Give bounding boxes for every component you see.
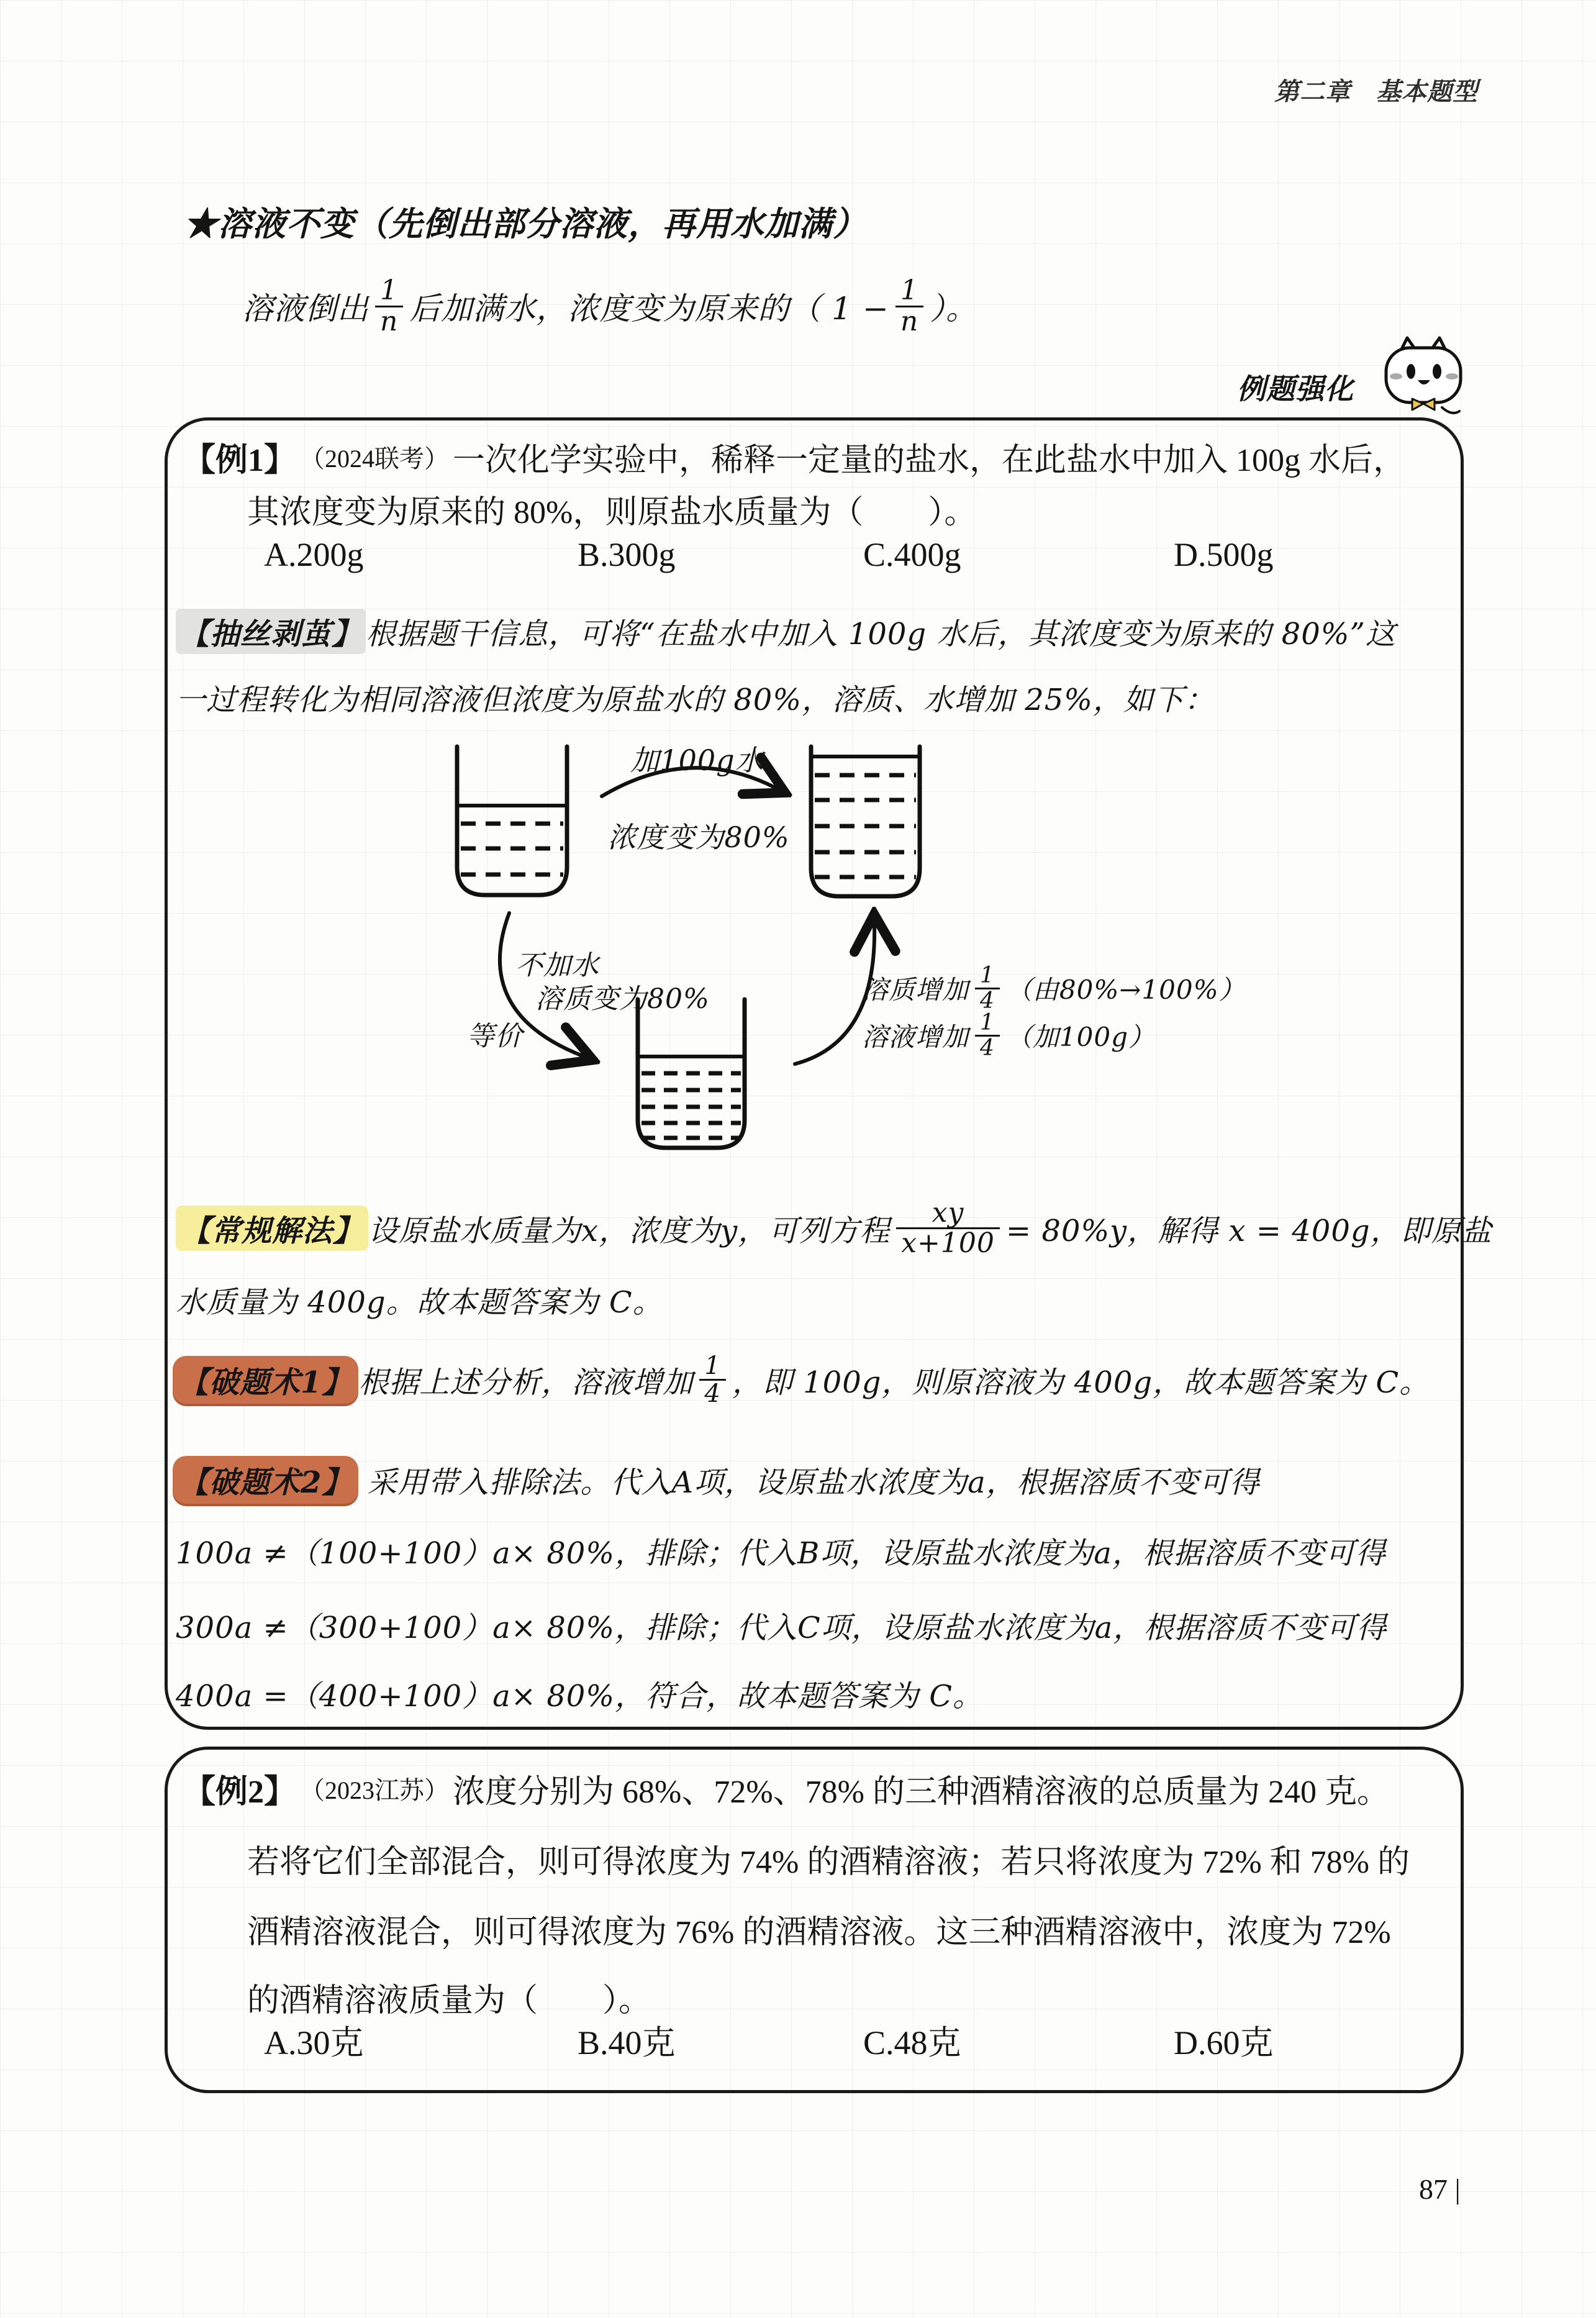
fraction-1-over-4-2: $\frac{1}{4}$ <box>975 1011 1000 1060</box>
trick1-line <box>173 1353 1430 1407</box>
standard-solution-after-eq: = 80%y，解得 x = 400g，即原盐 <box>1005 1214 1492 1249</box>
option-c: C.48克 <box>863 2024 961 2061</box>
equation-fraction: $\frac{xy}{x+100}$ <box>896 1199 1000 1258</box>
standard-solution-line2: 水质量为 400g。故本题答案为 C。 <box>176 1285 663 1320</box>
example1-title-line <box>183 434 1405 480</box>
beaker-original <box>457 747 567 895</box>
fraction-1-over-n: $\frac{1}{n}$ <box>375 276 403 335</box>
section-label: 例题强化 <box>1237 372 1354 406</box>
trick2-line2: 100a ≠（100+100）a× 80%，排除；代入B项，设原盐水浓度为a，根据溶质不变可得 <box>176 1536 1386 1571</box>
rule-prefix: 溶液倒出 <box>242 291 369 327</box>
diagram-label-conc-80: 浓度变为80% <box>607 820 790 854</box>
example1-source: （2024联考） <box>300 445 450 473</box>
example2-line3: 酒精溶液混合，则可得浓度为 76% 的酒精溶液。这三种酒精溶液中，浓度为 72% <box>247 1915 1391 1950</box>
beaker-equivalent <box>638 999 745 1148</box>
diagram-label-solute-increase <box>862 964 1246 1013</box>
solution-increase-note: （加100g） <box>1005 1022 1155 1053</box>
page-number: 87 | <box>1419 2173 1461 2205</box>
diagram-label-no-water: 不加水 <box>515 950 599 981</box>
rule-suffix: ）。 <box>930 291 978 327</box>
trick2-line3: 300a ≠（300+100）a× 80%，排除；代入C项，设原盐水浓度为a，根据溶质不变可得 <box>176 1611 1387 1645</box>
fraction-1-over-4: $\frac{1}{4}$ <box>975 964 1000 1013</box>
fraction-1-over-4-trick: $\frac{1}{4}$ <box>699 1353 725 1407</box>
trick2-line1 <box>173 1456 1260 1504</box>
example2-line1: 浓度分别为 68%、72%、78% 的三种酒精溶液的总质量为 240 克。 <box>453 1775 1389 1810</box>
diagram-label-add-water: 加100g水 <box>630 743 764 777</box>
diagram-label-solute-80: 溶质变为80% <box>535 983 710 1015</box>
solution-increase-text: 溶液增加 <box>862 1022 969 1053</box>
option-a: A.200g <box>264 536 364 573</box>
analysis-line1 <box>176 609 1396 654</box>
diagram-label-solution-increase <box>862 1011 1155 1060</box>
solute-increase-note: （由80%→100%） <box>1005 975 1246 1006</box>
example2-line2: 若将它们全部混合，则可得浓度为 74% 的酒精溶液；若只将浓度为 72% 和 78% 的 <box>247 1845 1410 1880</box>
example2-line4: 的酒精溶液质量为（ ）。 <box>247 1983 651 2019</box>
option-b: B.300g <box>578 536 676 573</box>
analysis-tag: 【抽丝剥茧】 <box>176 609 366 654</box>
example2-title-line <box>183 1765 1389 1812</box>
example1-tag: 【例1】 <box>183 443 297 478</box>
trick1-before: 根据上述分析，溶液增加 <box>358 1365 694 1400</box>
beaker-diluted <box>811 747 920 896</box>
beaker-diagram <box>373 733 1341 1180</box>
option-d: D.60克 <box>1174 2024 1274 2061</box>
example2-tag: 【例2】 <box>183 1775 297 1810</box>
standard-solution-tag: 【常规解法】 <box>176 1206 368 1251</box>
rule-mid: 后加满水，浓度变为原来的（ 1 − <box>409 291 889 327</box>
trick2-line4: 400a =（400+100）a× 80%，符合，故本题答案为 C。 <box>176 1679 983 1714</box>
solute-increase-text: 溶质增加 <box>862 975 969 1006</box>
option-a: A.30克 <box>264 2024 364 2061</box>
fraction-1-over-n-2: $\frac{1}{n}$ <box>895 276 923 335</box>
standard-solution-line1 <box>176 1199 1492 1258</box>
example1-line2: 其浓度变为原来的 80%，则原盐水质量为（ ）。 <box>247 495 977 530</box>
option-c: C.400g <box>863 536 961 573</box>
rule-line <box>242 253 977 359</box>
analysis-line2: 一过程转化为相同溶液但浓度为原盐水的 80%，溶质、水增加 25%，如下： <box>176 683 1215 717</box>
star-heading: ★溶液不变（先倒出部分溶液，再用水加满） <box>184 204 867 243</box>
trick1-after: ，即 100g，则原溶液为 400g，故本题答案为 C。 <box>732 1365 1430 1400</box>
example2-source: （2023江苏） <box>300 1776 450 1804</box>
analysis-text1: 根据题干信息，可将“在盐水中加入 100g 水后，其浓度变为原来的 80%”这 <box>366 617 1396 652</box>
chapter-header: 第二章 基本题型 <box>1274 77 1478 106</box>
trick2-text1: 采用带入排除法。代入A项，设原盐水浓度为a，根据溶质不变可得 <box>367 1465 1260 1500</box>
option-d: D.500g <box>1174 536 1274 573</box>
frog-mascot-icon <box>1380 334 1467 418</box>
standard-solution-before-eq: 设原盐水质量为x，浓度为y，可列方程 <box>368 1214 891 1249</box>
option-b: B.40克 <box>578 2024 676 2061</box>
example1-line1: 一次化学实验中，稀释一定量的盐水，在此盐水中加入 100g 水后， <box>453 443 1406 478</box>
diagram-label-equivalent: 等价 <box>467 1020 523 1052</box>
trick1-tag: 【破题术1】 <box>173 1356 358 1404</box>
trick2-tag: 【破题术2】 <box>173 1456 358 1504</box>
